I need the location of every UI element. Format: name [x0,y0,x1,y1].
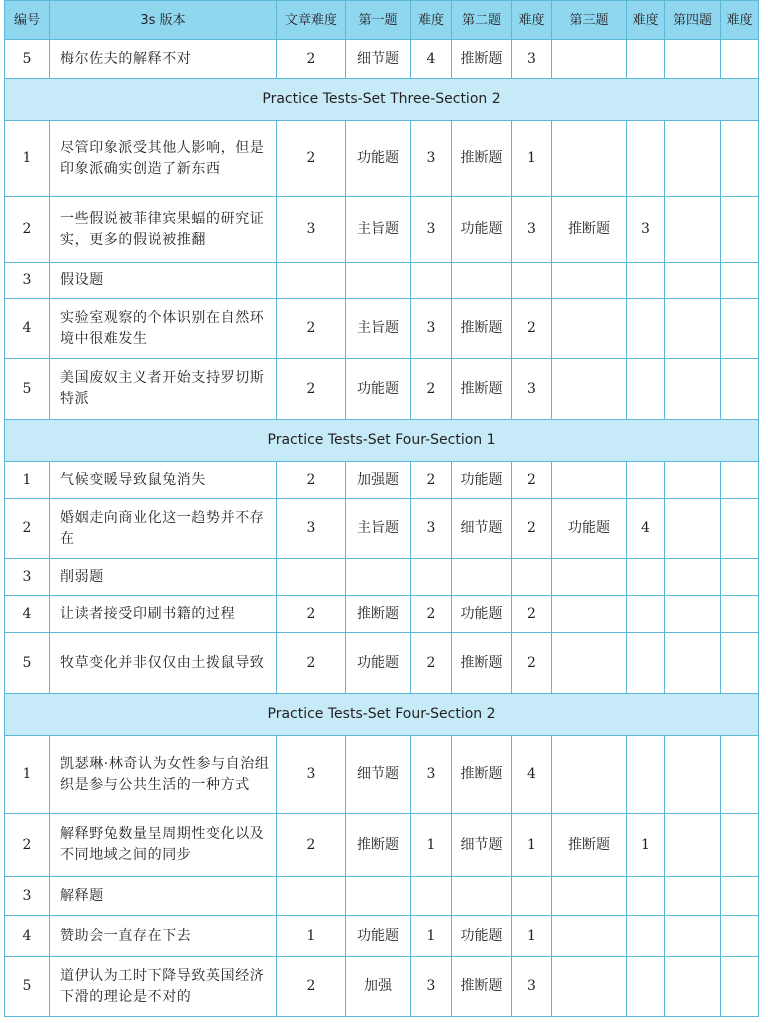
table-row [5,40,759,79]
cell-summary: 婚姻走向商业化这一趋势并不存在 [50,499,277,559]
cell-article-difficulty: 2 [277,299,346,359]
cell-q3-difficulty: 4 [627,499,665,559]
table-row [5,299,759,359]
cell-q1-type: 推断题 [346,596,411,633]
table-row [5,596,759,633]
cell-q4-difficulty [721,633,759,694]
cell-id: 2 [5,814,50,877]
cell-id: 5 [5,40,50,79]
cell-article-difficulty: 2 [277,633,346,694]
header-q4-difficulty: 难度 [721,1,759,40]
cell-q1-type: 加强 [346,957,411,1017]
cell-q4-type [665,559,721,596]
cell-q3-type [552,957,627,1017]
cell-id: 4 [5,916,50,957]
table-body [5,40,759,1017]
cell-q1-type [346,559,411,596]
cell-summary: 一些假说被菲律宾果蝠的研究证实，更多的假说被推翻 [50,197,277,263]
cell-q4-type [665,121,721,197]
cell-q2-type: 推断题 [452,633,512,694]
table-row [5,877,759,916]
cell-q1-difficulty: 3 [411,736,452,814]
cell-q1-type: 主旨题 [346,197,411,263]
cell-q4-type [665,957,721,1017]
cell-q3-type [552,40,627,79]
cell-id: 4 [5,299,50,359]
cell-article-difficulty: 3 [277,197,346,263]
cell-article-difficulty: 3 [277,736,346,814]
header-q1-difficulty: 难度 [411,1,452,40]
cell-q1-difficulty: 2 [411,633,452,694]
cell-q1-difficulty: 3 [411,121,452,197]
cell-q1-type: 细节题 [346,40,411,79]
cell-q3-difficulty [627,633,665,694]
cell-q3-difficulty [627,877,665,916]
cell-q3-type [552,263,627,299]
cell-article-difficulty: 2 [277,957,346,1017]
section-title: Practice Tests-Set Four-Section 2 [5,694,759,736]
cell-q1-type: 加强题 [346,462,411,499]
cell-q4-difficulty [721,559,759,596]
cell-q3-type [552,877,627,916]
table-row [5,957,759,1017]
table-row [5,263,759,299]
cell-q2-type: 推断题 [452,121,512,197]
header-article-difficulty: 文章难度 [277,1,346,40]
cell-q1-difficulty: 3 [411,499,452,559]
table-row [5,197,759,263]
cell-q2-difficulty: 2 [512,499,552,559]
cell-id: 3 [5,263,50,299]
cell-q2-difficulty: 2 [512,462,552,499]
cell-id: 3 [5,877,50,916]
cell-q4-type [665,197,721,263]
cell-article-difficulty [277,877,346,916]
cell-q3-difficulty [627,957,665,1017]
cell-summary: 让读者接受印刷书籍的过程 [50,596,277,633]
table-header [5,1,759,40]
cell-q3-type: 功能题 [552,499,627,559]
cell-q3-difficulty [627,121,665,197]
cell-q2-type: 功能题 [452,462,512,499]
cell-q1-difficulty: 3 [411,957,452,1017]
cell-q3-type [552,359,627,420]
cell-q4-type [665,359,721,420]
cell-q2-difficulty: 3 [512,957,552,1017]
cell-summary: 解释题 [50,877,277,916]
table-row [5,736,759,814]
cell-q4-type [665,263,721,299]
cell-q2-difficulty: 1 [512,814,552,877]
section-header-row [5,420,759,462]
cell-q2-type [452,559,512,596]
cell-q4-type [665,299,721,359]
cell-id: 1 [5,736,50,814]
cell-q4-difficulty [721,197,759,263]
cell-q2-difficulty: 2 [512,299,552,359]
cell-q1-difficulty: 1 [411,916,452,957]
cell-q1-difficulty: 2 [411,359,452,420]
cell-summary: 道伊认为工时下降导致英国经济下滑的理论是不对的 [50,957,277,1017]
cell-id: 2 [5,197,50,263]
cell-q3-difficulty: 1 [627,814,665,877]
cell-q2-difficulty [512,263,552,299]
cell-summary: 实验室观察的个体识别在自然环境中很难发生 [50,299,277,359]
table-row [5,499,759,559]
cell-q2-type [452,877,512,916]
cell-q4-difficulty [721,877,759,916]
header-q1: 第一题 [346,1,411,40]
cell-q3-type [552,916,627,957]
cell-q1-type [346,263,411,299]
cell-article-difficulty: 2 [277,359,346,420]
table-row [5,814,759,877]
cell-q3-type [552,559,627,596]
header-id: 编号 [5,1,50,40]
cell-q4-difficulty [721,40,759,79]
cell-q1-type: 主旨题 [346,299,411,359]
cell-article-difficulty: 3 [277,499,346,559]
cell-q4-difficulty [721,299,759,359]
cell-article-difficulty: 1 [277,916,346,957]
header-q3-difficulty: 难度 [627,1,665,40]
cell-summary: 解释野兔数量呈周期性变化以及不同地域之间的同步 [50,814,277,877]
cell-q2-type: 推断题 [452,299,512,359]
cell-q2-difficulty: 3 [512,40,552,79]
cell-q1-difficulty: 1 [411,814,452,877]
table-row [5,462,759,499]
cell-q4-difficulty [721,916,759,957]
section-header-row [5,79,759,121]
header-row [5,1,759,40]
table-row [5,359,759,420]
cell-q3-difficulty [627,359,665,420]
cell-q3-difficulty [627,462,665,499]
cell-summary: 假设题 [50,263,277,299]
cell-q3-type: 推断题 [552,814,627,877]
cell-id: 1 [5,121,50,197]
cell-q1-difficulty: 2 [411,596,452,633]
cell-article-difficulty: 2 [277,40,346,79]
question-difficulty-table [4,0,759,1017]
cell-q1-difficulty [411,559,452,596]
section-title: Practice Tests-Set Four-Section 1 [5,420,759,462]
cell-q1-type: 功能题 [346,916,411,957]
cell-q2-type [452,263,512,299]
cell-id: 5 [5,633,50,694]
cell-id: 5 [5,359,50,420]
cell-q2-type: 功能题 [452,197,512,263]
cell-q1-type: 功能题 [346,359,411,420]
cell-q4-difficulty [721,596,759,633]
cell-q4-type [665,633,721,694]
cell-q1-difficulty: 2 [411,462,452,499]
cell-q4-difficulty [721,814,759,877]
cell-article-difficulty: 2 [277,462,346,499]
cell-q2-difficulty [512,877,552,916]
cell-q4-difficulty [721,736,759,814]
cell-q4-type [665,40,721,79]
cell-summary: 气候变暖导致鼠兔消失 [50,462,277,499]
cell-summary: 尽管印象派受其他人影响，但是印象派确实创造了新东西 [50,121,277,197]
cell-q1-difficulty [411,877,452,916]
cell-q4-type [665,499,721,559]
cell-q4-type [665,916,721,957]
cell-q4-difficulty [721,957,759,1017]
cell-summary: 削弱题 [50,559,277,596]
cell-q2-type: 细节题 [452,499,512,559]
cell-q1-difficulty: 3 [411,299,452,359]
cell-q1-type: 功能题 [346,633,411,694]
cell-article-difficulty [277,263,346,299]
table-row [5,559,759,596]
cell-q4-difficulty [721,263,759,299]
cell-q4-difficulty [721,462,759,499]
header-q2: 第二题 [452,1,512,40]
cell-q3-type [552,633,627,694]
cell-q4-type [665,462,721,499]
cell-q2-type: 细节题 [452,814,512,877]
section-title: Practice Tests-Set Three-Section 2 [5,79,759,121]
cell-q3-type: 推断题 [552,197,627,263]
cell-q2-difficulty: 3 [512,359,552,420]
cell-q3-difficulty [627,299,665,359]
cell-q4-difficulty [721,121,759,197]
cell-q3-difficulty [627,736,665,814]
cell-q1-type [346,877,411,916]
cell-article-difficulty: 2 [277,121,346,197]
cell-q1-difficulty: 3 [411,197,452,263]
cell-q4-type [665,596,721,633]
table-row [5,633,759,694]
table-row [5,121,759,197]
cell-q2-difficulty: 4 [512,736,552,814]
cell-q2-type: 推断题 [452,736,512,814]
cell-q2-type: 功能题 [452,916,512,957]
cell-q4-difficulty [721,499,759,559]
cell-article-difficulty [277,559,346,596]
cell-q3-type [552,462,627,499]
cell-id: 2 [5,499,50,559]
cell-summary: 牧草变化并非仅仅由土拨鼠导致 [50,633,277,694]
cell-id: 5 [5,957,50,1017]
cell-q2-difficulty: 1 [512,121,552,197]
cell-q4-difficulty [721,359,759,420]
cell-q2-difficulty: 2 [512,596,552,633]
cell-q4-type [665,877,721,916]
cell-article-difficulty: 2 [277,814,346,877]
cell-q2-difficulty: 2 [512,633,552,694]
cell-summary: 赞助会一直存在下去 [50,916,277,957]
cell-article-difficulty: 2 [277,596,346,633]
cell-q2-type: 功能题 [452,596,512,633]
header-version: 3s 版本 [50,1,277,40]
cell-id: 4 [5,596,50,633]
cell-q1-type: 功能题 [346,121,411,197]
cell-q3-difficulty [627,559,665,596]
cell-summary: 凯瑟琳·林奇认为女性参与自治组织是参与公共生活的一种方式 [50,736,277,814]
cell-id: 1 [5,462,50,499]
cell-q1-type: 推断题 [346,814,411,877]
cell-q3-difficulty [627,263,665,299]
cell-q3-difficulty [627,916,665,957]
cell-q1-type: 细节题 [346,736,411,814]
section-header-row [5,694,759,736]
cell-q3-difficulty [627,596,665,633]
cell-q1-difficulty [411,263,452,299]
cell-q3-type [552,121,627,197]
cell-q2-type: 推断题 [452,359,512,420]
cell-q3-type [552,299,627,359]
header-q3: 第三题 [552,1,627,40]
cell-q2-difficulty: 1 [512,916,552,957]
cell-q3-type [552,736,627,814]
cell-q3-type [552,596,627,633]
cell-q3-difficulty [627,40,665,79]
table-row [5,916,759,957]
header-q4: 第四题 [665,1,721,40]
cell-summary: 美国废奴主义者开始支持罗切斯特派 [50,359,277,420]
cell-q2-type: 推断题 [452,957,512,1017]
cell-id: 3 [5,559,50,596]
cell-q2-difficulty [512,559,552,596]
cell-q3-difficulty: 3 [627,197,665,263]
cell-q4-type [665,814,721,877]
cell-q4-type [665,736,721,814]
cell-q2-difficulty: 3 [512,197,552,263]
header-q2-difficulty: 难度 [512,1,552,40]
cell-q1-difficulty: 4 [411,40,452,79]
cell-q1-type: 主旨题 [346,499,411,559]
cell-summary: 梅尔佐夫的解释不对 [50,40,277,79]
cell-q2-type: 推断题 [452,40,512,79]
